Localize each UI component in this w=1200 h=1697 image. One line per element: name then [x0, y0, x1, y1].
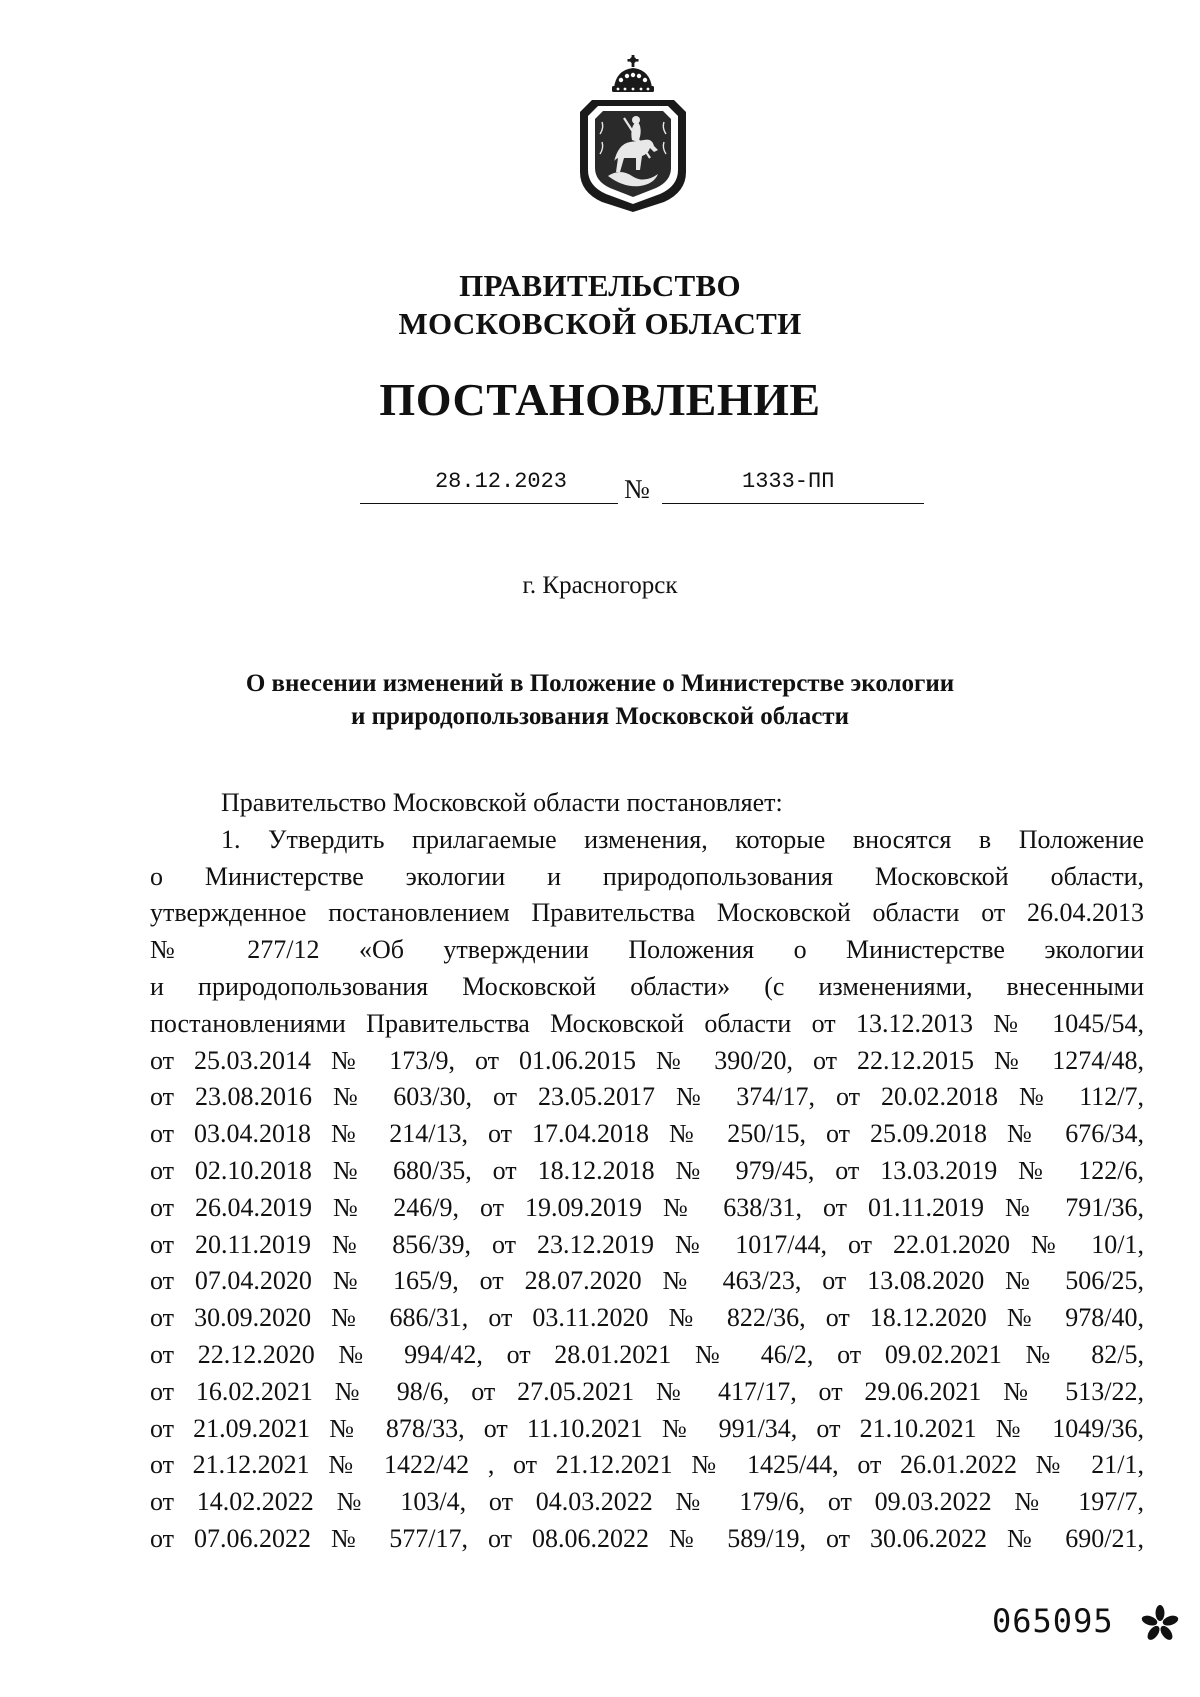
- serial-number: 065095: [992, 1602, 1114, 1640]
- number-sign: №: [624, 474, 650, 504]
- body-line: о Министерстве экологии и природопользования Московской области,: [150, 861, 1144, 891]
- body-line: утвержденное постановлением Правительства Московской области от 26.04.2013: [150, 898, 1144, 928]
- government-title-line1: ПРАВИТЕЛЬСТВО: [459, 268, 741, 303]
- document-type-title: ПОСТАНОВЛЕНИЕ: [379, 374, 821, 425]
- body-line: от 21.12.2021 № 1422/42 , от 21.12.2021 № 1425/44, от 26.01.2022 № 21/1,: [150, 1450, 1144, 1480]
- asterisk-mark-icon: [1138, 1604, 1182, 1644]
- document-number-field: [662, 464, 924, 504]
- body-line: от 03.04.2018 № 214/13, от 17.04.2018 № 250/15, от 25.09.2018 № 676/34,: [150, 1119, 1144, 1149]
- document-date: 28.12.2023: [434, 469, 568, 494]
- body-line: 1. Утвердить прилагаемые изменения, которые вносятся в Положение: [221, 824, 1144, 854]
- body-line: от 07.06.2022 № 577/17, от 08.06.2022 № 589/19, от 30.06.2022 № 690/21,: [150, 1523, 1144, 1553]
- government-title-line2: МОСКОВСКОЙ ОБЛАСТИ: [398, 306, 802, 341]
- body-line: от 26.04.2019 № 246/9, от 19.09.2019 № 638/31, от 01.11.2019 № 791/36,: [150, 1192, 1144, 1222]
- body-line: от 21.09.2021 № 878/33, от 11.10.2021 № 991/34, от 21.10.2021 № 1049/36,: [150, 1413, 1144, 1443]
- body-line: от 30.09.2020 № 686/31, от 03.11.2020 № 822/36, от 18.12.2020 № 978/40,: [150, 1303, 1144, 1333]
- body-line: № 277/12 «Об утверждении Положения о Министерстве экологии: [150, 935, 1144, 965]
- document-body: [150, 785, 1144, 1558]
- body-line: от 16.02.2021 № 98/6, от 27.05.2021 № 417/17, от 29.06.2021 № 513/22,: [150, 1376, 1144, 1406]
- document-number: 1333-ПП: [742, 469, 835, 494]
- subject-line2: и природопользования Московской области: [350, 703, 849, 730]
- body-line: от 14.02.2022 № 103/4, от 04.03.2022 № 179/6, от 09.03.2022 № 197/7,: [150, 1487, 1144, 1517]
- document-date-field: [360, 464, 618, 504]
- city-name: г. Красногорск: [522, 572, 678, 599]
- body-line: Правительство Московской области постановляет:: [221, 788, 783, 817]
- body-line: от 23.08.2016 № 603/30, от 23.05.2017 № 374/17, от 20.02.2018 № 112/7,: [150, 1082, 1144, 1112]
- body-line: от 20.11.2019 № 856/39, от 23.12.2019 № 1017/44, от 22.01.2020 № 10/1,: [150, 1229, 1144, 1259]
- body-line: от 02.10.2018 № 680/35, от 18.12.2018 № 979/45, от 13.03.2019 № 122/6,: [150, 1155, 1144, 1185]
- subject-line1: О внесении изменений в Положение о Министерстве экологии: [245, 670, 955, 697]
- body-line: постановлениями Правительства Московской области от 13.12.2013 № 1045/54,: [150, 1008, 1144, 1038]
- body-line: от 25.03.2014 № 173/9, от 01.06.2015 № 390/20, от 22.12.2015 № 1274/48,: [150, 1045, 1144, 1075]
- body-line: от 07.04.2020 № 165/9, от 28.07.2020 № 463/23, от 13.08.2020 № 506/25,: [150, 1266, 1144, 1296]
- coat-of-arms-icon: [574, 54, 692, 214]
- body-line: и природопользования Московской области» (с изменениями, внесенными: [150, 971, 1144, 1001]
- body-line: от 22.12.2020 № 994/42, от 28.01.2021 № 46/2, от 09.02.2021 № 82/5,: [150, 1339, 1144, 1369]
